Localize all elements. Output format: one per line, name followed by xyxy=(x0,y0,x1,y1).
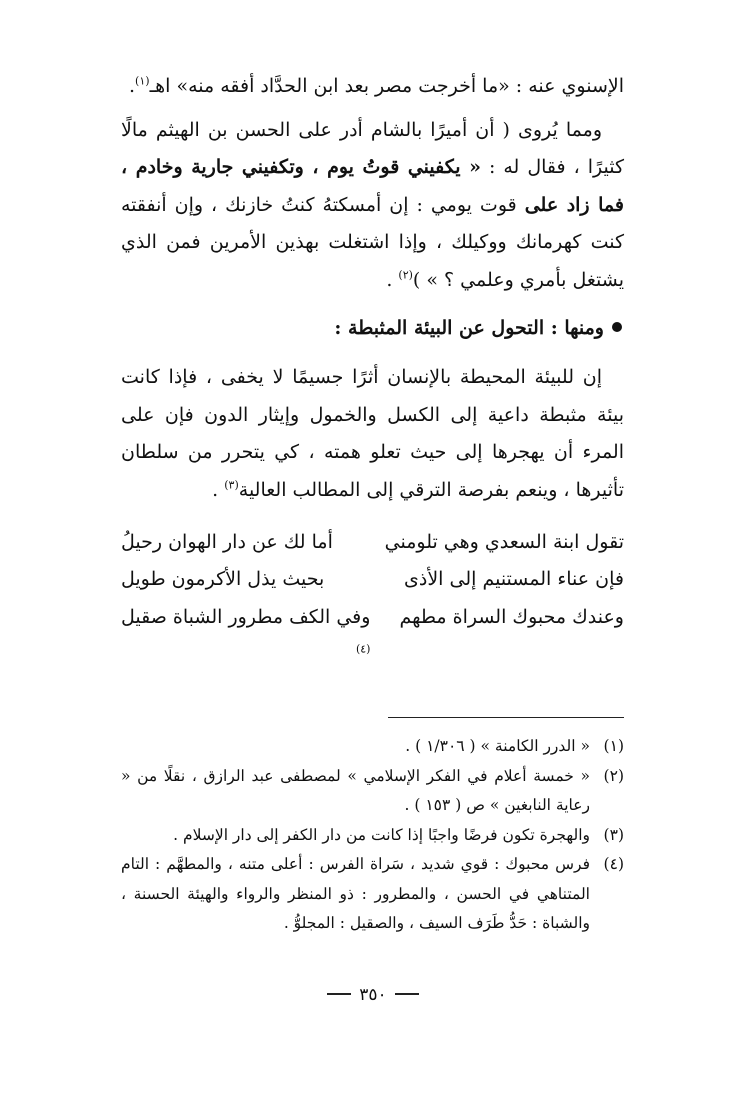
footnote-2: (٢) « خمسة أعلام في الفكر الإسلامي » لمصطفى عبد الرازق ، نقلًا من « رعاية النابغين » ص ( ١٥٣ ) . xyxy=(121,766,624,814)
verse-3: وعندك محبوك السراة مطهم وفي الكف مطرور الشباة صقيل $^{(٤)}$ xyxy=(121,605,624,656)
verse-1: تقول ابنة السعدي وهي تلومني أما لك عن دار الهوان رحيلُ xyxy=(121,530,624,553)
footnote-4: (٤) فرس محبوك : قوي شديد ، سَراة الفرس : أعلى متنه ، والمطهَّم : التام المتناهي في الحسن ، والمطرور : ذو المنظر والرواء والهيئة الحسنة ، والشباة : حَدُّ طَرَف السيف ، والصقيل : المجلوُّ . xyxy=(121,855,624,932)
footnote-ref-4: (٤) xyxy=(355,642,371,656)
footnote-ref-3: (٣) xyxy=(224,478,239,492)
section-heading: ومنها : التحول عن البيئة المثبطة : xyxy=(121,310,624,348)
footnote-ref-2: (٢) xyxy=(398,268,413,282)
bullet-icon xyxy=(612,322,622,332)
footnote-ref-1: (١) xyxy=(135,74,150,88)
paragraph-1: الإسنوي عنه : «ما أخرجت مصر بعد ابن الحدَّاد أفقه منه» اهـ$^{(١)}$. xyxy=(129,74,624,97)
footnotes xyxy=(121,732,624,939)
poem xyxy=(121,524,624,656)
footnote-3: (٣) والهجرة تكون فرضًا واجبًا إذا كانت من دار الكفر إلى دار الإسلام . xyxy=(173,825,624,844)
paragraph-2: ومما يُروى ( أن أميرًا بالشام أدر على الحسن بن الهيثم مالًا كثيرًا ، فقال له : « يكفيني قوتُ يوم ، وتكفيني جارية وخادم ، فما زاد على قوت يومي : إن أمسكتهُ كنتُ خازنك ، وإن أنفقته كنت كهرمانك ووكيلك ، وإذا اشتغلت بهذين الأمرين فمن الذي يشتغل بأمري وعلمي ؟ » )$^{(٢)}$ . xyxy=(121,118,624,291)
paragraph-3: إن للبيئة المحيطة بالإنسان أثرًا جسيمًا لا يخفى ، فإذا كانت بيئة مثبطة داعية إلى الكسل والخمول وإيثار الدون فإن على المرء أن يهجرها إلى حيث تعلو همته ، كي يتحرر من سلطان تأثيرها ، وينعم بفرصة الترقي إلى المطالب العالية$^{(٣)}$ . xyxy=(121,366,624,501)
page-number: ٣٥٠ xyxy=(0,985,746,1005)
main-text xyxy=(121,68,624,656)
quote-text: « يكفيني قوتُ يوم ، وتكفيني جارية وخادم ، فما زاد على xyxy=(121,156,624,216)
footnote-1: (١) « الدرر الكامنة » ( ١/٣٠٦ ) . xyxy=(405,737,624,755)
verse-2: فإن عناء المستنيم إلى الأذى بحيث يذل الأكرمون طويل xyxy=(121,568,624,591)
footnote-divider xyxy=(388,717,624,718)
